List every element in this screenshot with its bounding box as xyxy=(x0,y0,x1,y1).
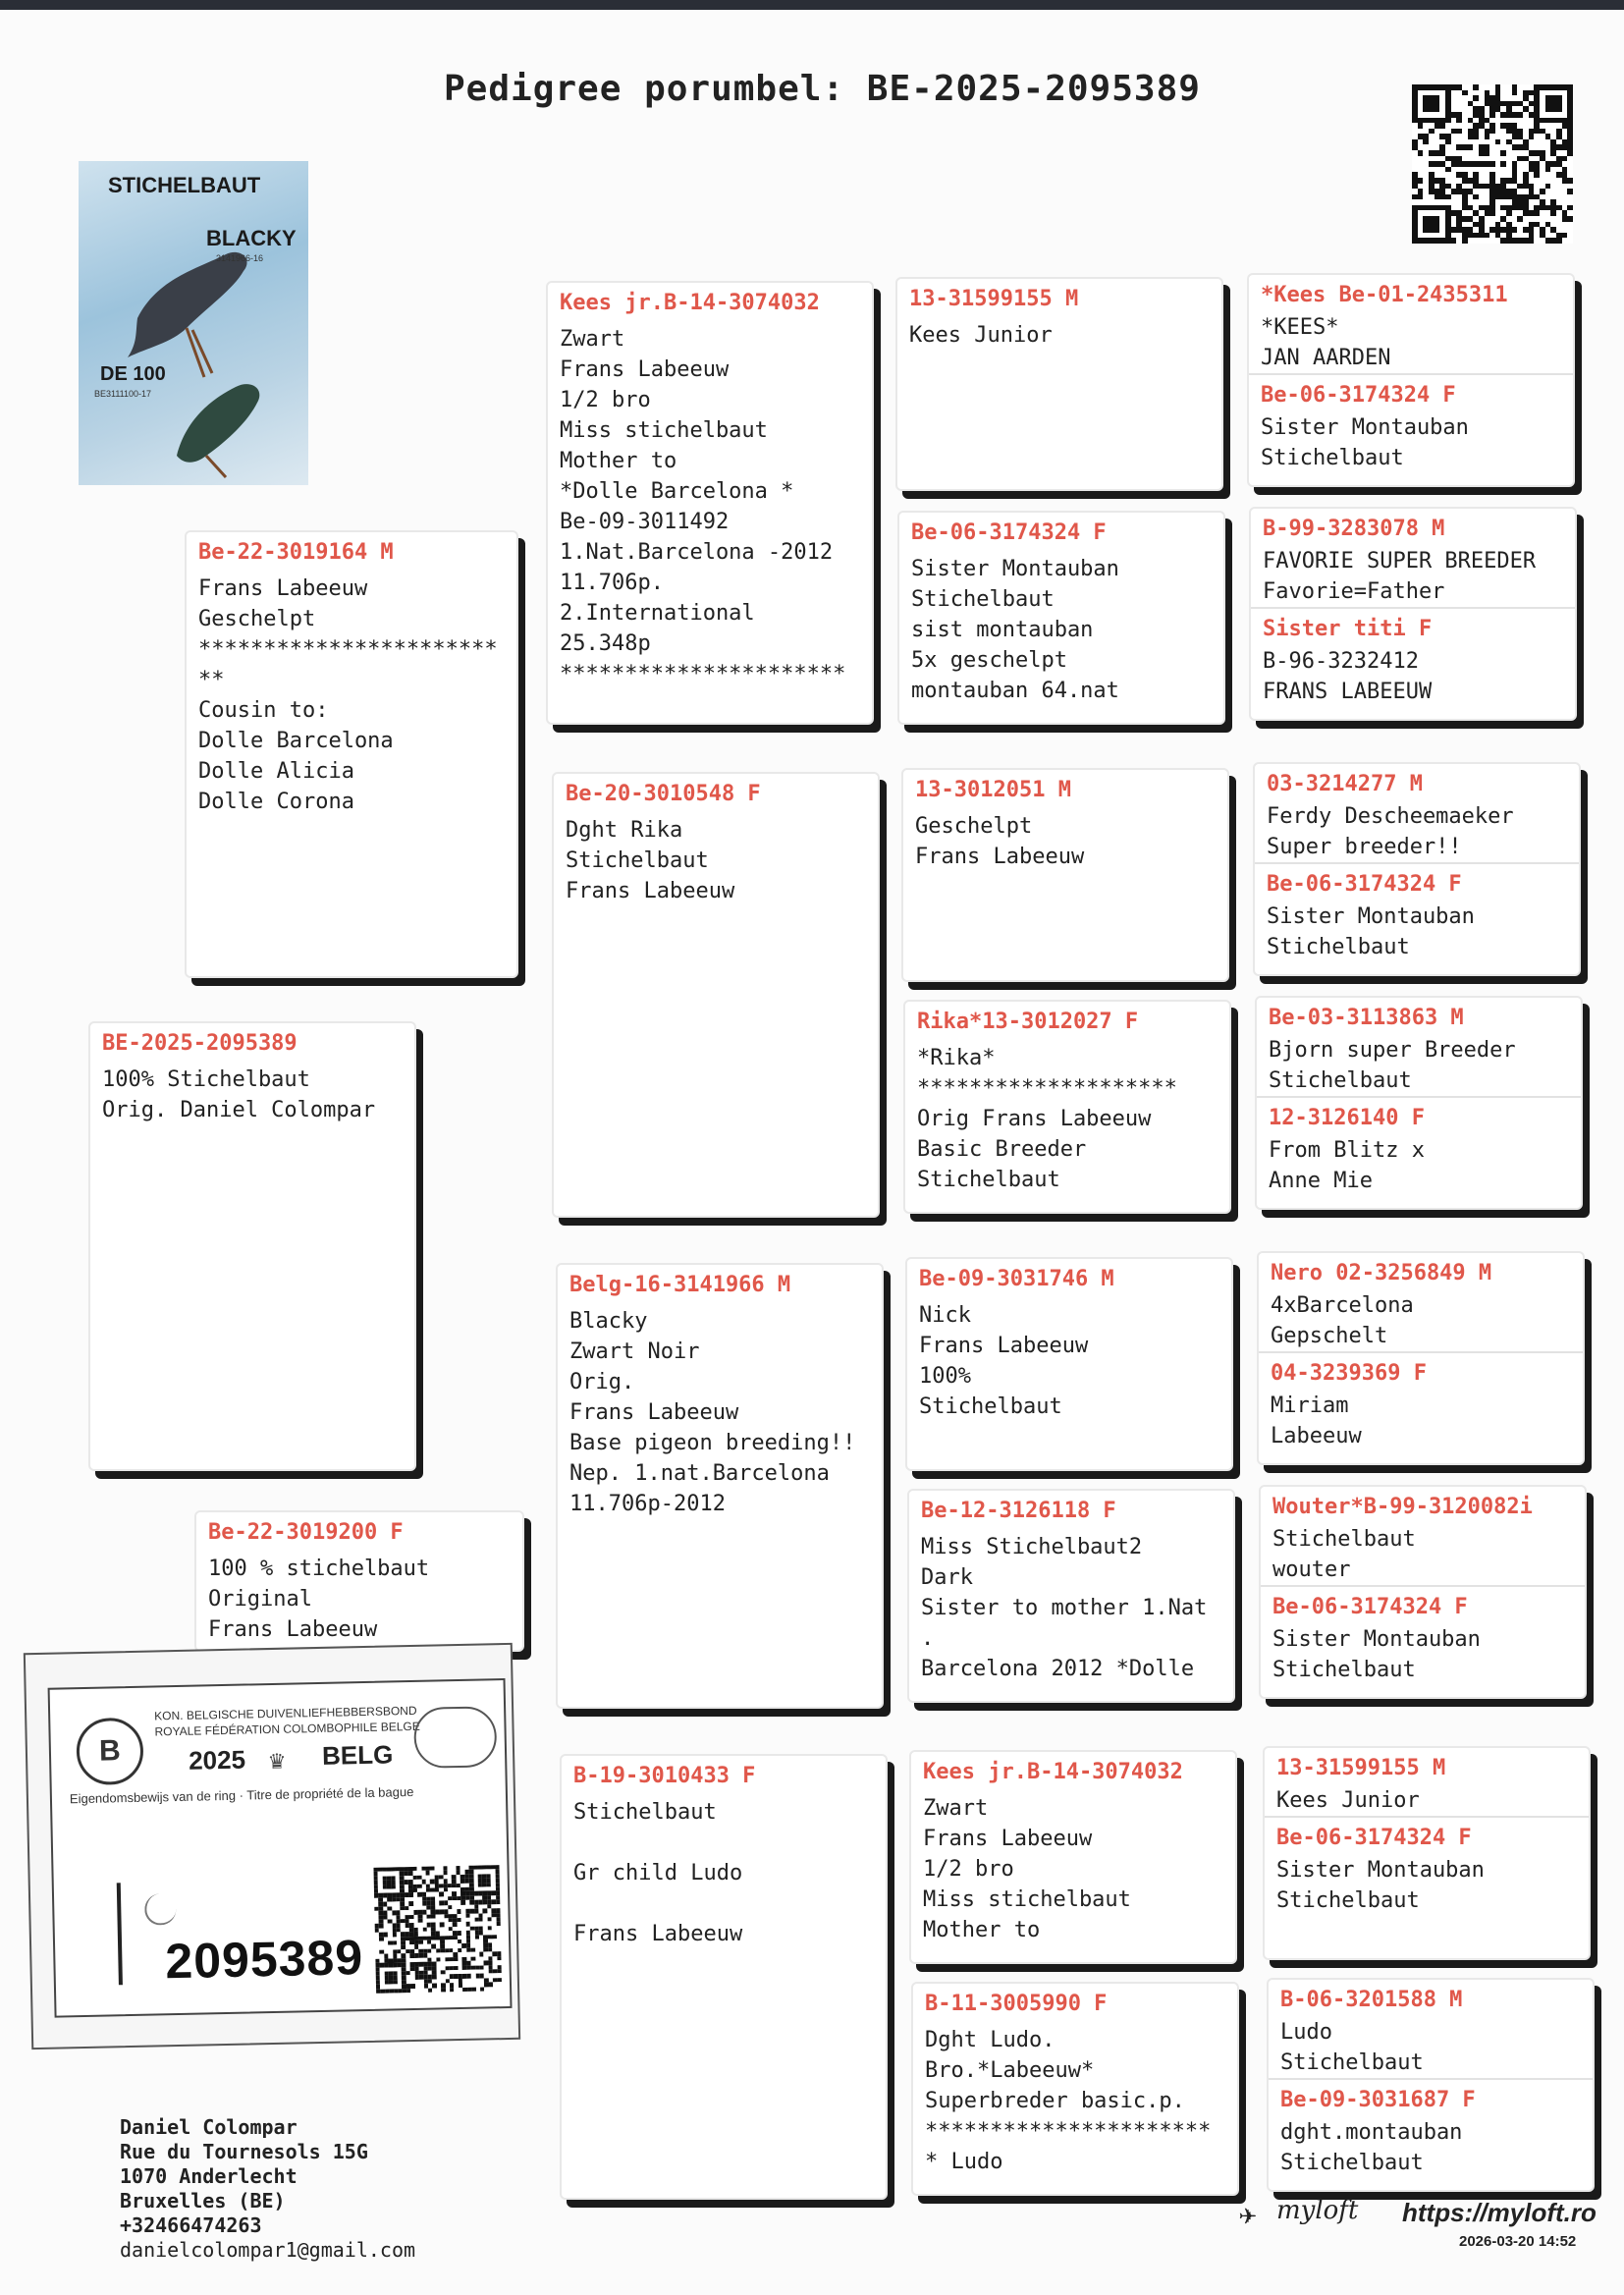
ring-number: Be-12-3126118 F xyxy=(921,1499,1116,1523)
pedigree-card-fmm[interactable] xyxy=(903,1000,1231,1214)
pedigree-card-g4-3[interactable] xyxy=(1253,762,1581,976)
pigeon-notes: Kees Junior xyxy=(1276,1788,1420,1813)
pigeon-notes: Kees Junior xyxy=(909,323,1053,348)
brand-name: myloft xyxy=(1276,2196,1359,2225)
pigeon-notes: B-96-3232412 FRANS LABEEUW xyxy=(1263,649,1433,704)
ring-qr-code-icon xyxy=(373,1865,502,1994)
pedigree-card-fff[interactable] xyxy=(895,277,1223,491)
pigeon-notes: 4xBarcelona Gepschelt xyxy=(1271,1293,1414,1348)
pedigree-card-mmf[interactable] xyxy=(909,1750,1237,1964)
ring-number: Be-09-3031746 M xyxy=(919,1267,1114,1291)
owner-email[interactable]: danielcolompar1@gmail.com xyxy=(120,2238,416,2262)
crown-icon: ♛ xyxy=(268,1745,286,1776)
ring-number: Be-06-3174324 F xyxy=(1276,1826,1472,1850)
ring-number: Be-22-3019200 F xyxy=(208,1520,404,1545)
owner-phone: +32466474263 xyxy=(120,2213,262,2237)
ring-number: Be-22-3019164 M xyxy=(198,540,394,565)
pigeon-notes: 100% Stichelbaut Orig. Daniel Colompar xyxy=(102,1067,376,1122)
globe-icon xyxy=(413,1706,497,1769)
ring-number: B-11-3005990 F xyxy=(925,1992,1108,2016)
pigeon-notes: *Rika* ******************** Orig Frans Labeeuw Basic Breeder Stichelbaut xyxy=(917,1046,1177,1192)
myloft-bird-icon: ✈ xyxy=(1239,2198,1258,2232)
ring-card-arc-icon xyxy=(144,1893,177,1926)
pigeon-notes: Zwart Frans Labeeuw 1/2 bro Miss stichelbaut Mother to *Dolle Barcelona * Be-09-3011492 1.Nat.Barcelona -2012 11.706p. 2.International 25.348p ********************** xyxy=(560,327,846,686)
ring-number: Kees jr.B-14-3074032 xyxy=(923,1760,1183,1784)
pigeon-notes: 100 % stichelbaut Original Frans Labeeuw xyxy=(208,1557,430,1642)
ring-number: Be-06-3174324 F xyxy=(1267,872,1462,897)
photo-pigeon1-ring: 3141966-16 xyxy=(216,253,264,263)
pedigree-card-g4-1[interactable] xyxy=(1247,273,1575,487)
ring-card-org-nl: KON. BELGISCHE DUIVENLIEFHEBBERSBOND xyxy=(154,1703,417,1723)
pigeon-notes: Dght Rika Stichelbaut Frans Labeeuw xyxy=(566,818,735,903)
ring-card-bar xyxy=(117,1883,123,1985)
ring-number: 04-3239369 F xyxy=(1271,1361,1427,1386)
print-timestamp: 2026-03-20 14:52 xyxy=(1459,2233,1577,2250)
pedigree-card-fmf[interactable] xyxy=(901,768,1229,982)
ring-card-number: 2095389 xyxy=(164,1930,364,1990)
pedigree-card-g4-5[interactable] xyxy=(1257,1251,1585,1465)
ring-number: *Kees Be-01-2435311 xyxy=(1261,283,1508,307)
pedigree-card-g4-6[interactable] xyxy=(1259,1485,1587,1699)
ring-number: 13-3012051 M xyxy=(915,778,1071,802)
photo-pigeon1-name: BLACKY xyxy=(206,226,297,250)
ring-number: Be-20-3010548 F xyxy=(566,782,761,806)
pigeon-notes: Frans Labeeuw Geschelpt *********************** ** Cousin to: Dolle Barcelona Dolle Alicia Dolle Corona xyxy=(198,576,498,814)
pedigree-card-mother[interactable] xyxy=(194,1510,524,1652)
ring-number: BE-2025-2095389 xyxy=(102,1031,298,1056)
pigeon-notes: Stichelbaut wouter xyxy=(1272,1527,1416,1582)
pedigree-card-ffm[interactable] xyxy=(897,511,1225,725)
ring-number: 13-31599155 M xyxy=(909,287,1079,311)
owner-name: Daniel Colompar xyxy=(120,2115,298,2139)
pigeon-notes: Blacky Zwart Noir Orig. Frans Labeeuw Base pigeon breeding!! Nep. 1.nat.Barcelona 11.706p-2012 xyxy=(569,1309,856,1516)
pigeon-notes: Ludo Stichelbaut xyxy=(1280,2020,1424,2075)
kbdb-logo-icon: B xyxy=(76,1718,143,1785)
photo-pigeon2-name: DE 100 xyxy=(100,363,166,385)
ring-number: Sister titi F xyxy=(1263,617,1433,641)
pedigree-card-subject[interactable] xyxy=(88,1021,416,1471)
website-link[interactable]: https://myloft.ro xyxy=(1402,2198,1597,2227)
owner-street: Rue du Tournesols 15G xyxy=(120,2140,368,2163)
pigeon-silhouettes-icon xyxy=(79,161,308,485)
ring-number: Rika*13-3012027 F xyxy=(917,1010,1139,1034)
ring-number: 12-3126140 F xyxy=(1269,1106,1425,1130)
owner-city: 1070 Anderlecht xyxy=(120,2164,298,2188)
top-edge xyxy=(0,0,1624,10)
pigeon-notes: dght.montauban Stichelbaut xyxy=(1280,2120,1463,2175)
pedigree-card-mfm[interactable] xyxy=(907,1489,1235,1703)
pedigree-card-mf[interactable] xyxy=(556,1263,884,1709)
owner-address xyxy=(120,2115,415,2263)
ring-number: Nero 02-3256849 M xyxy=(1271,1261,1492,1285)
ring-card-year: 2025 xyxy=(188,1744,246,1776)
pigeon-notes: From Blitz x Anne Mie xyxy=(1269,1138,1425,1193)
pigeon-notes: *KEES* JAN AARDEN xyxy=(1261,315,1391,370)
pedigree-card-mff[interactable] xyxy=(905,1257,1233,1471)
pigeon-notes: Sister Montauban Stichelbaut xyxy=(1272,1627,1481,1682)
pigeon-notes: Miriam Labeeuw xyxy=(1271,1393,1362,1448)
ring-number: Be-03-3113863 M xyxy=(1269,1006,1464,1030)
pigeon-notes: Zwart Frans Labeeuw 1/2 bro Miss stichelbaut Mother to xyxy=(923,1796,1131,1942)
qr-code-icon xyxy=(1412,84,1573,244)
ring-number: Kees jr.B-14-3074032 xyxy=(560,291,820,315)
pedigree-card-g4-2[interactable] xyxy=(1249,507,1577,721)
ring-number: B-06-3201588 M xyxy=(1280,1988,1463,2012)
pedigree-card-ff[interactable] xyxy=(546,281,874,725)
pigeon-notes: Nick Frans Labeeuw 100% Stichelbaut xyxy=(919,1303,1089,1419)
pigeon-notes: Stichelbaut Gr child Ludo Frans Labeeuw xyxy=(573,1800,743,1946)
ring-ownership-card xyxy=(24,1643,520,2049)
ring-number: Wouter*B-99-3120082i xyxy=(1272,1495,1533,1519)
pigeon-notes: Geschelpt Frans Labeeuw xyxy=(915,814,1085,869)
pigeon-notes: Sister Montauban Stichelbaut sist montauban 5x geschelpt montauban 64.nat xyxy=(911,557,1119,703)
ring-number: 03-3214277 M xyxy=(1267,772,1423,796)
ring-number: Belg-16-3141966 M xyxy=(569,1273,791,1297)
pedigree-card-g4-8[interactable] xyxy=(1267,1978,1595,2192)
page-title: Pedigree porumbel: BE-2025-2095389 xyxy=(444,69,1201,109)
pigeon-photo xyxy=(79,161,308,485)
ring-number: Be-06-3174324 F xyxy=(1272,1595,1468,1619)
pedigree-card-fm[interactable] xyxy=(552,772,880,1218)
pigeon-notes: Ferdy Descheemaeker Super breeder!! xyxy=(1267,804,1514,859)
pigeon-notes: Miss Stichelbaut2 Dark Sister to mother 1.Nat . Barcelona 2012 *Dolle xyxy=(921,1535,1208,1681)
pedigree-card-father[interactable] xyxy=(185,530,518,978)
pedigree-card-g4-7[interactable] xyxy=(1263,1746,1591,1960)
pedigree-card-mm[interactable] xyxy=(560,1754,888,2200)
ring-card-inner xyxy=(48,1678,513,2018)
pedigree-card-g4-4[interactable] xyxy=(1255,996,1583,1210)
ring-card-org-fr: ROYALE FÉDÉRATION COLOMBOPHILE BELGE xyxy=(154,1719,420,1739)
brand-logo xyxy=(1276,2196,1358,2225)
owner-region: Bruxelles (BE) xyxy=(120,2189,286,2213)
pedigree-card-mmm[interactable] xyxy=(911,1982,1239,2196)
ring-number: B-99-3283078 M xyxy=(1263,517,1445,541)
pigeon-notes: FAVORIE SUPER BREEDER Favorie=Father xyxy=(1263,549,1537,604)
ring-number: B-19-3010433 F xyxy=(573,1764,756,1788)
photo-pigeon2-ring: BE3111100-17 xyxy=(94,389,152,399)
ring-card-country: BELG xyxy=(321,1739,394,1771)
ring-number: Be-09-3031687 F xyxy=(1280,2088,1476,2112)
photo-loft-label: STICHELBAUT xyxy=(108,173,261,197)
pigeon-notes: Bjorn super Breeder Stichelbaut xyxy=(1269,1038,1516,1093)
ring-number: 13-31599155 M xyxy=(1276,1756,1446,1780)
pigeon-notes: Dght Ludo. Bro.*Labeeuw* Superbreder basic.p. ********************** * Ludo xyxy=(925,2028,1212,2174)
pigeon-notes: Sister Montauban Stichelbaut xyxy=(1267,904,1475,959)
pigeon-notes: Sister Montauban Stichelbaut xyxy=(1276,1858,1485,1913)
ring-card-subtitle: Eigendomsbewijs van de ring · Titre de propriété de la bague xyxy=(69,1783,414,1807)
pigeon-notes: Sister Montauban Stichelbaut xyxy=(1261,415,1469,470)
ring-number: Be-06-3174324 F xyxy=(1261,383,1456,408)
ring-number: Be-06-3174324 F xyxy=(911,520,1107,545)
